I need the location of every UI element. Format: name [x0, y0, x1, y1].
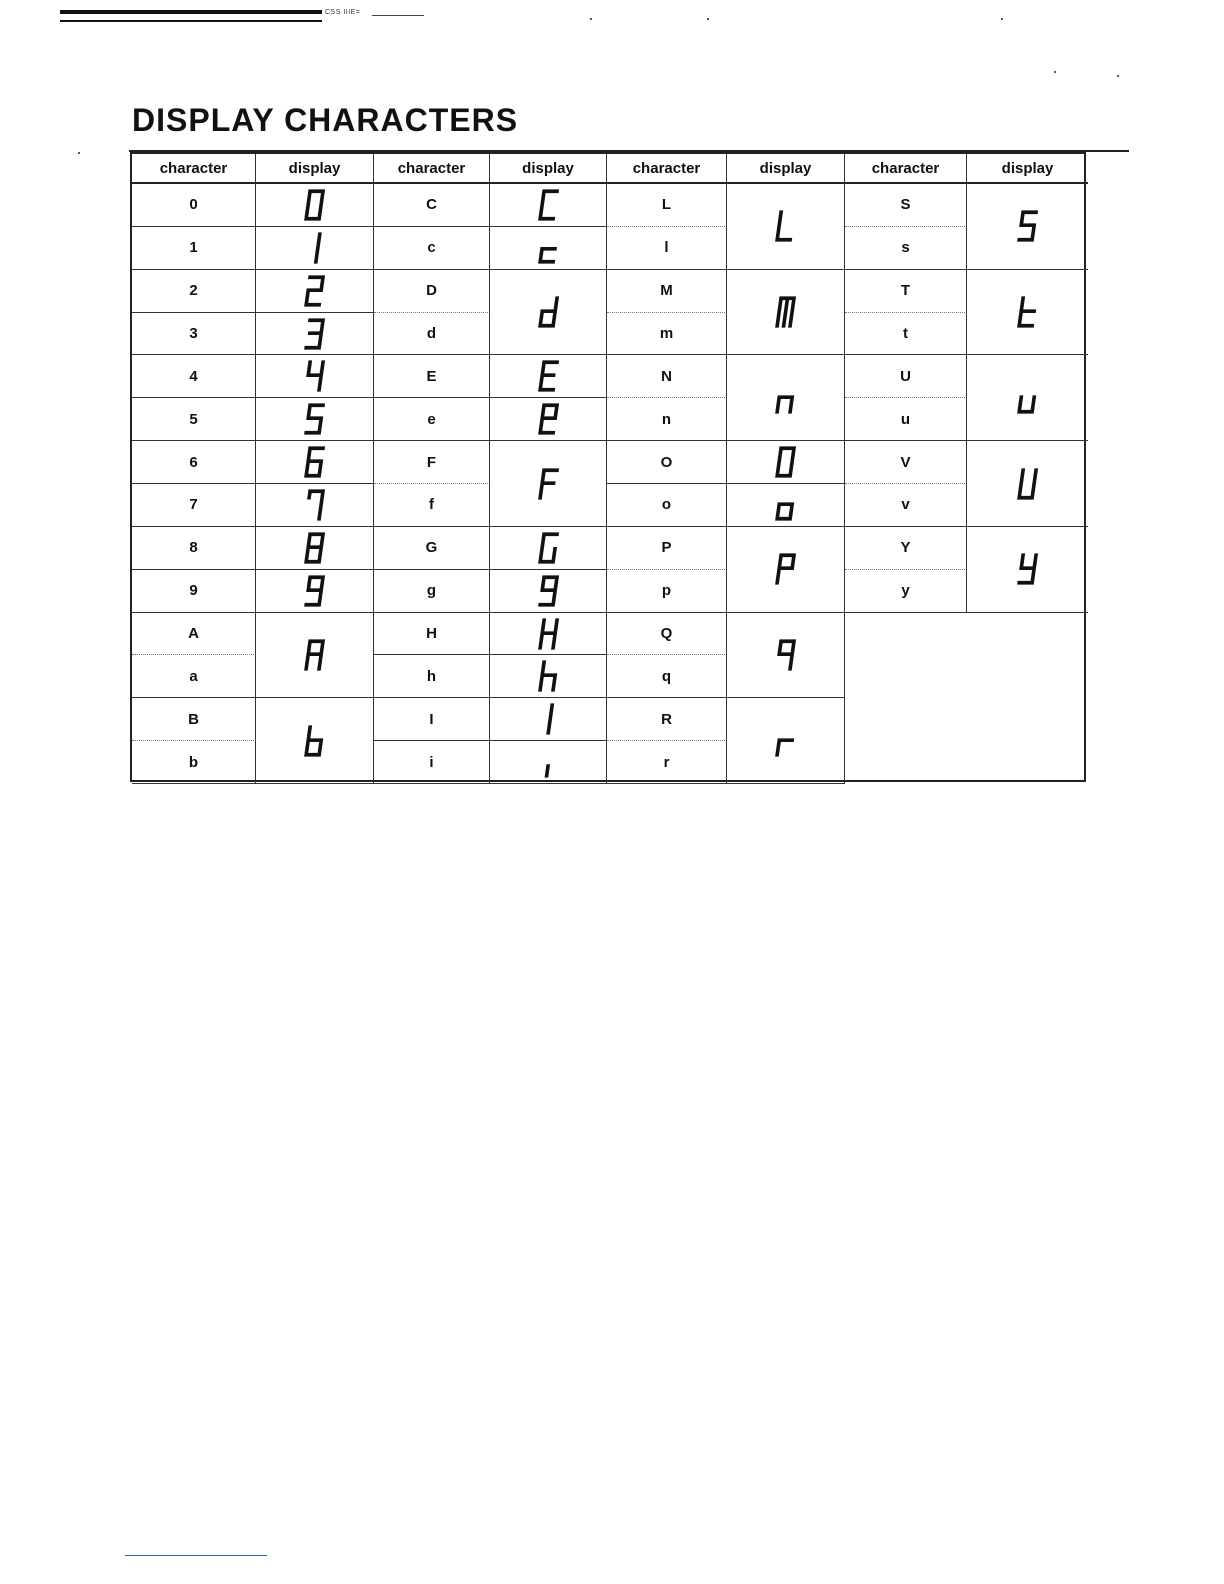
seven-segment-glyph-icon — [537, 702, 560, 736]
seven-segment-glyph-icon — [537, 188, 560, 222]
seven-segment-glyph-icon — [537, 659, 560, 693]
character-cell: b — [132, 741, 256, 784]
page-title: DISPLAY CHARACTERS — [132, 102, 519, 138]
display-glyph-cell — [256, 227, 374, 270]
display-glyph-cell — [490, 441, 607, 527]
character-cell: S — [845, 184, 967, 227]
display-glyph-cell — [256, 527, 374, 570]
seven-segment-glyph-icon — [303, 445, 326, 479]
seven-segment-glyph-icon — [303, 531, 326, 565]
seven-segment-glyph-icon — [774, 295, 797, 329]
seven-segment-glyph-icon — [537, 231, 560, 265]
speck — [78, 152, 80, 154]
display-characters-table — [130, 152, 1086, 782]
character-cell: Q — [607, 613, 727, 656]
column-header: display — [490, 154, 607, 184]
speck — [1054, 71, 1056, 73]
character-cell: 1 — [132, 227, 256, 270]
display-glyph-cell — [490, 184, 607, 227]
speck — [590, 18, 592, 20]
seven-segment-glyph-icon — [1016, 381, 1039, 415]
character-cell: O — [607, 441, 727, 484]
seven-segment-glyph-icon — [774, 724, 797, 758]
character-cell: Y — [845, 527, 967, 570]
character-cell: L — [607, 184, 727, 227]
character-cell: M — [607, 270, 727, 313]
display-glyph-cell — [490, 270, 607, 356]
character-cell: 5 — [132, 398, 256, 441]
seven-segment-glyph-icon — [537, 467, 560, 501]
seven-segment-glyph-icon — [537, 402, 560, 436]
seven-segment-glyph-icon — [303, 359, 326, 393]
display-glyph-cell — [967, 527, 1088, 613]
display-glyph-cell — [490, 355, 607, 398]
character-cell: N — [607, 355, 727, 398]
display-glyph-cell — [727, 484, 845, 527]
display-glyph-cell — [256, 441, 374, 484]
character-cell: 6 — [132, 441, 256, 484]
seven-segment-glyph-icon — [303, 488, 326, 522]
display-glyph-cell — [256, 398, 374, 441]
character-cell: f — [374, 484, 490, 527]
display-glyph-cell — [490, 655, 607, 698]
character-cell: m — [607, 313, 727, 356]
column-header: character — [845, 154, 967, 184]
display-glyph-cell — [256, 613, 374, 699]
seven-segment-glyph-icon — [1016, 209, 1039, 243]
character-cell: e — [374, 398, 490, 441]
seven-segment-glyph-icon — [537, 359, 560, 393]
character-cell: s — [845, 227, 967, 270]
character-cell: H — [374, 613, 490, 656]
seven-segment-glyph-icon — [303, 724, 326, 758]
character-cell: T — [845, 270, 967, 313]
character-cell: 9 — [132, 570, 256, 613]
seven-segment-glyph-icon — [303, 231, 326, 265]
seven-segment-glyph-icon — [774, 552, 797, 586]
display-glyph-cell — [967, 184, 1088, 270]
character-cell: a — [132, 655, 256, 698]
display-glyph-cell — [727, 355, 845, 441]
display-glyph-cell — [256, 184, 374, 227]
seven-segment-glyph-icon — [1016, 295, 1039, 329]
display-glyph-cell — [967, 441, 1088, 527]
column-header: display — [967, 154, 1088, 184]
character-cell: c — [374, 227, 490, 270]
display-glyph-cell — [256, 355, 374, 398]
character-cell: u — [845, 398, 967, 441]
character-cell: 2 — [132, 270, 256, 313]
seven-segment-glyph-icon — [537, 531, 560, 565]
seven-segment-glyph-icon — [774, 209, 797, 243]
character-cell: d — [374, 313, 490, 356]
display-glyph-cell — [490, 398, 607, 441]
character-cell: C — [374, 184, 490, 227]
character-cell: D — [374, 270, 490, 313]
seven-segment-glyph-icon — [303, 274, 326, 308]
character-cell: U — [845, 355, 967, 398]
display-glyph-cell — [490, 698, 607, 741]
character-cell: G — [374, 527, 490, 570]
character-cell: 3 — [132, 313, 256, 356]
column-header: character — [607, 154, 727, 184]
column-header: display — [256, 154, 374, 184]
character-cell: g — [374, 570, 490, 613]
speck — [1117, 75, 1119, 77]
empty-cell — [845, 613, 1088, 784]
character-cell: h — [374, 655, 490, 698]
display-glyph-cell — [490, 570, 607, 613]
character-cell: I — [374, 698, 490, 741]
display-glyph-cell — [727, 527, 845, 613]
character-cell: t — [845, 313, 967, 356]
speck — [707, 18, 709, 20]
character-cell: i — [374, 741, 490, 784]
character-cell: 7 — [132, 484, 256, 527]
character-cell: v — [845, 484, 967, 527]
display-glyph-cell — [490, 527, 607, 570]
seven-segment-glyph-icon — [537, 295, 560, 329]
display-glyph-cell — [727, 441, 845, 484]
speck — [1001, 18, 1003, 20]
seven-segment-glyph-icon — [303, 402, 326, 436]
seven-segment-glyph-icon — [537, 617, 560, 651]
column-header: display — [727, 154, 845, 184]
character-cell: l — [607, 227, 727, 270]
column-header: character — [132, 154, 256, 184]
seven-segment-glyph-icon — [303, 638, 326, 672]
seven-segment-glyph-icon — [1016, 467, 1039, 501]
footer-rule — [125, 1555, 267, 1556]
display-glyph-cell — [727, 184, 845, 270]
character-cell: q — [607, 655, 727, 698]
character-cell: p — [607, 570, 727, 613]
display-glyph-cell — [727, 613, 845, 699]
seven-segment-glyph-icon — [537, 574, 560, 608]
character-cell: V — [845, 441, 967, 484]
seven-segment-glyph-icon — [1016, 552, 1039, 586]
seven-segment-glyph-icon — [303, 574, 326, 608]
character-cell: n — [607, 398, 727, 441]
seven-segment-glyph-icon — [303, 188, 326, 222]
seven-segment-glyph-icon — [303, 317, 326, 351]
display-glyph-cell — [727, 270, 845, 356]
character-cell: 8 — [132, 527, 256, 570]
character-cell: y — [845, 570, 967, 613]
display-glyph-cell — [727, 698, 845, 784]
seven-segment-glyph-icon — [537, 745, 560, 779]
character-cell: 4 — [132, 355, 256, 398]
character-cell: A — [132, 613, 256, 656]
display-glyph-cell — [490, 741, 607, 784]
header-fragment: CSS IIIE= — [325, 9, 361, 16]
character-cell: E — [374, 355, 490, 398]
character-cell: P — [607, 527, 727, 570]
seven-segment-glyph-icon — [774, 445, 797, 479]
column-header: character — [374, 154, 490, 184]
header-dash — [372, 15, 424, 16]
display-glyph-cell — [256, 313, 374, 356]
display-glyph-cell — [967, 270, 1088, 356]
header-rule — [60, 10, 322, 22]
display-glyph-cell — [256, 270, 374, 313]
display-glyph-cell — [256, 570, 374, 613]
header-rule-inner — [60, 13, 322, 14]
seven-segment-glyph-icon — [774, 381, 797, 415]
display-glyph-cell — [256, 484, 374, 527]
seven-segment-glyph-icon — [774, 638, 797, 672]
display-glyph-cell — [490, 613, 607, 656]
seven-segment-glyph-icon — [774, 488, 797, 522]
character-cell: F — [374, 441, 490, 484]
display-glyph-cell — [490, 227, 607, 270]
character-cell: B — [132, 698, 256, 741]
display-glyph-cell — [967, 355, 1088, 441]
character-cell: o — [607, 484, 727, 527]
character-cell: R — [607, 698, 727, 741]
character-cell: 0 — [132, 184, 256, 227]
display-glyph-cell — [256, 698, 374, 784]
character-cell: r — [607, 741, 727, 784]
